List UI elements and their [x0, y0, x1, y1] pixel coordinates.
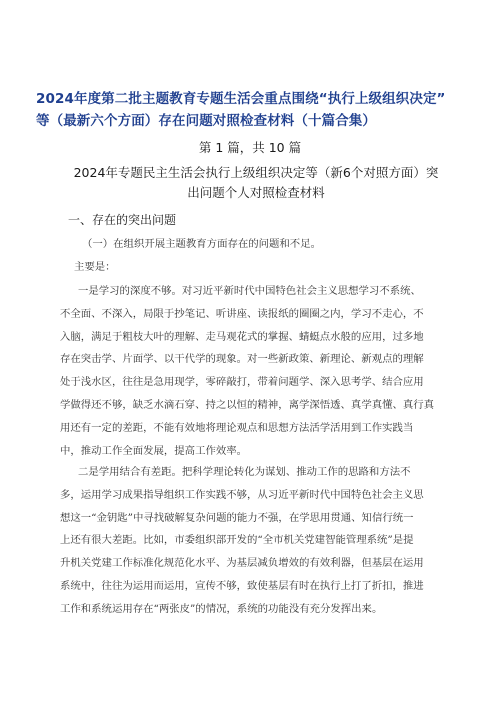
paragraph-line: 想这一“金钥匙”中寻找破解复杂问题的能力不强，在学思用贯通、知信行统一: [60, 511, 414, 524]
paragraph-1: [60, 280, 462, 462]
article-title-line: 2024年专题民主生活会执行上级组织决定等（新6个对照方面）突: [73, 165, 439, 180]
paragraph-line: 工作和系统运用存在“两张皮”的情况，系统的功能没有充分发挥出来。: [60, 602, 383, 615]
paragraph-line: 系统中，往往为运用而运用，宣传不够，致使基层有时在执行上打了折扣，推进: [60, 579, 424, 592]
main-points-text: 主要是：: [74, 261, 116, 273]
article-title: [40, 163, 472, 203]
paragraph-line: 升机关党建工作标准化规范化水平、为基层减负增效的有效利器，但基层在运用: [60, 557, 424, 570]
subsection-heading-text: （一）在组织开展主题教育方面存在的问题和不足。: [82, 238, 321, 250]
section-heading: 一、存在的突出问题: [68, 213, 177, 227]
paragraph-line: 多，运用学习成果指导组织工作实践不够，从习近平新时代中国特色社会主义思: [60, 488, 424, 501]
paragraph-line: 入脑，满足于粗枝大叶的理解、走马观花式的掌握、蜻蜓点水般的应用，过多地: [60, 330, 424, 343]
document-title-line: 等（最新六个方面）存在问题对照检查材料（十篇合集）: [36, 113, 376, 129]
document-title-line: 2024年度第二批主题教育专题生活会重点围绕“执行上级组织决定”: [36, 91, 446, 107]
article-title-line: 出问题个人对照检查材料: [187, 185, 325, 200]
main-points-label: [68, 256, 462, 279]
document-title: [36, 88, 466, 132]
paragraph-line: 学做得还不够，缺乏水滴石穿、持之以恒的精神，离学深悟透、真学真懂、真行真: [60, 398, 435, 411]
paragraph-line: 上还有很大差距。比如，市委组织部开发的“全市机关党建智能管理系统”是提: [60, 534, 414, 547]
chapter-label: 第 1 篇，共 10 篇: [198, 140, 302, 155]
paragraph-line: 处于浅水区，往往是急用现学，零碎敲打，带着问题学、深入思考学、结合应用: [60, 376, 424, 389]
paragraph-line: 中，推动工作全面发展，提高工作效率。: [60, 444, 248, 457]
paragraph-line: 二是学用结合有差距。把科学理论转化为谋划、推动工作的思路和方法不: [78, 466, 411, 478]
paragraph-line: 用还有一定的差距，不能有效地将理论观点和思想方法活学活用到工作实践当: [60, 421, 414, 434]
paragraph-line: 存在突击学、片面学、以干代学的现象。对一些新政策、新理论、新观点的理解: [60, 353, 424, 366]
paragraph-line: 一是学习的深度不够。对习近平新时代中国特色社会主义思想学习不系统、: [78, 285, 421, 297]
paragraph-line: 不全面、不深入，局限于抄笔记、听讲座、读报纸的圈圈之内，学习不走心，不: [60, 307, 424, 320]
subsection-heading: [68, 233, 462, 256]
paragraph-2: [60, 461, 462, 621]
